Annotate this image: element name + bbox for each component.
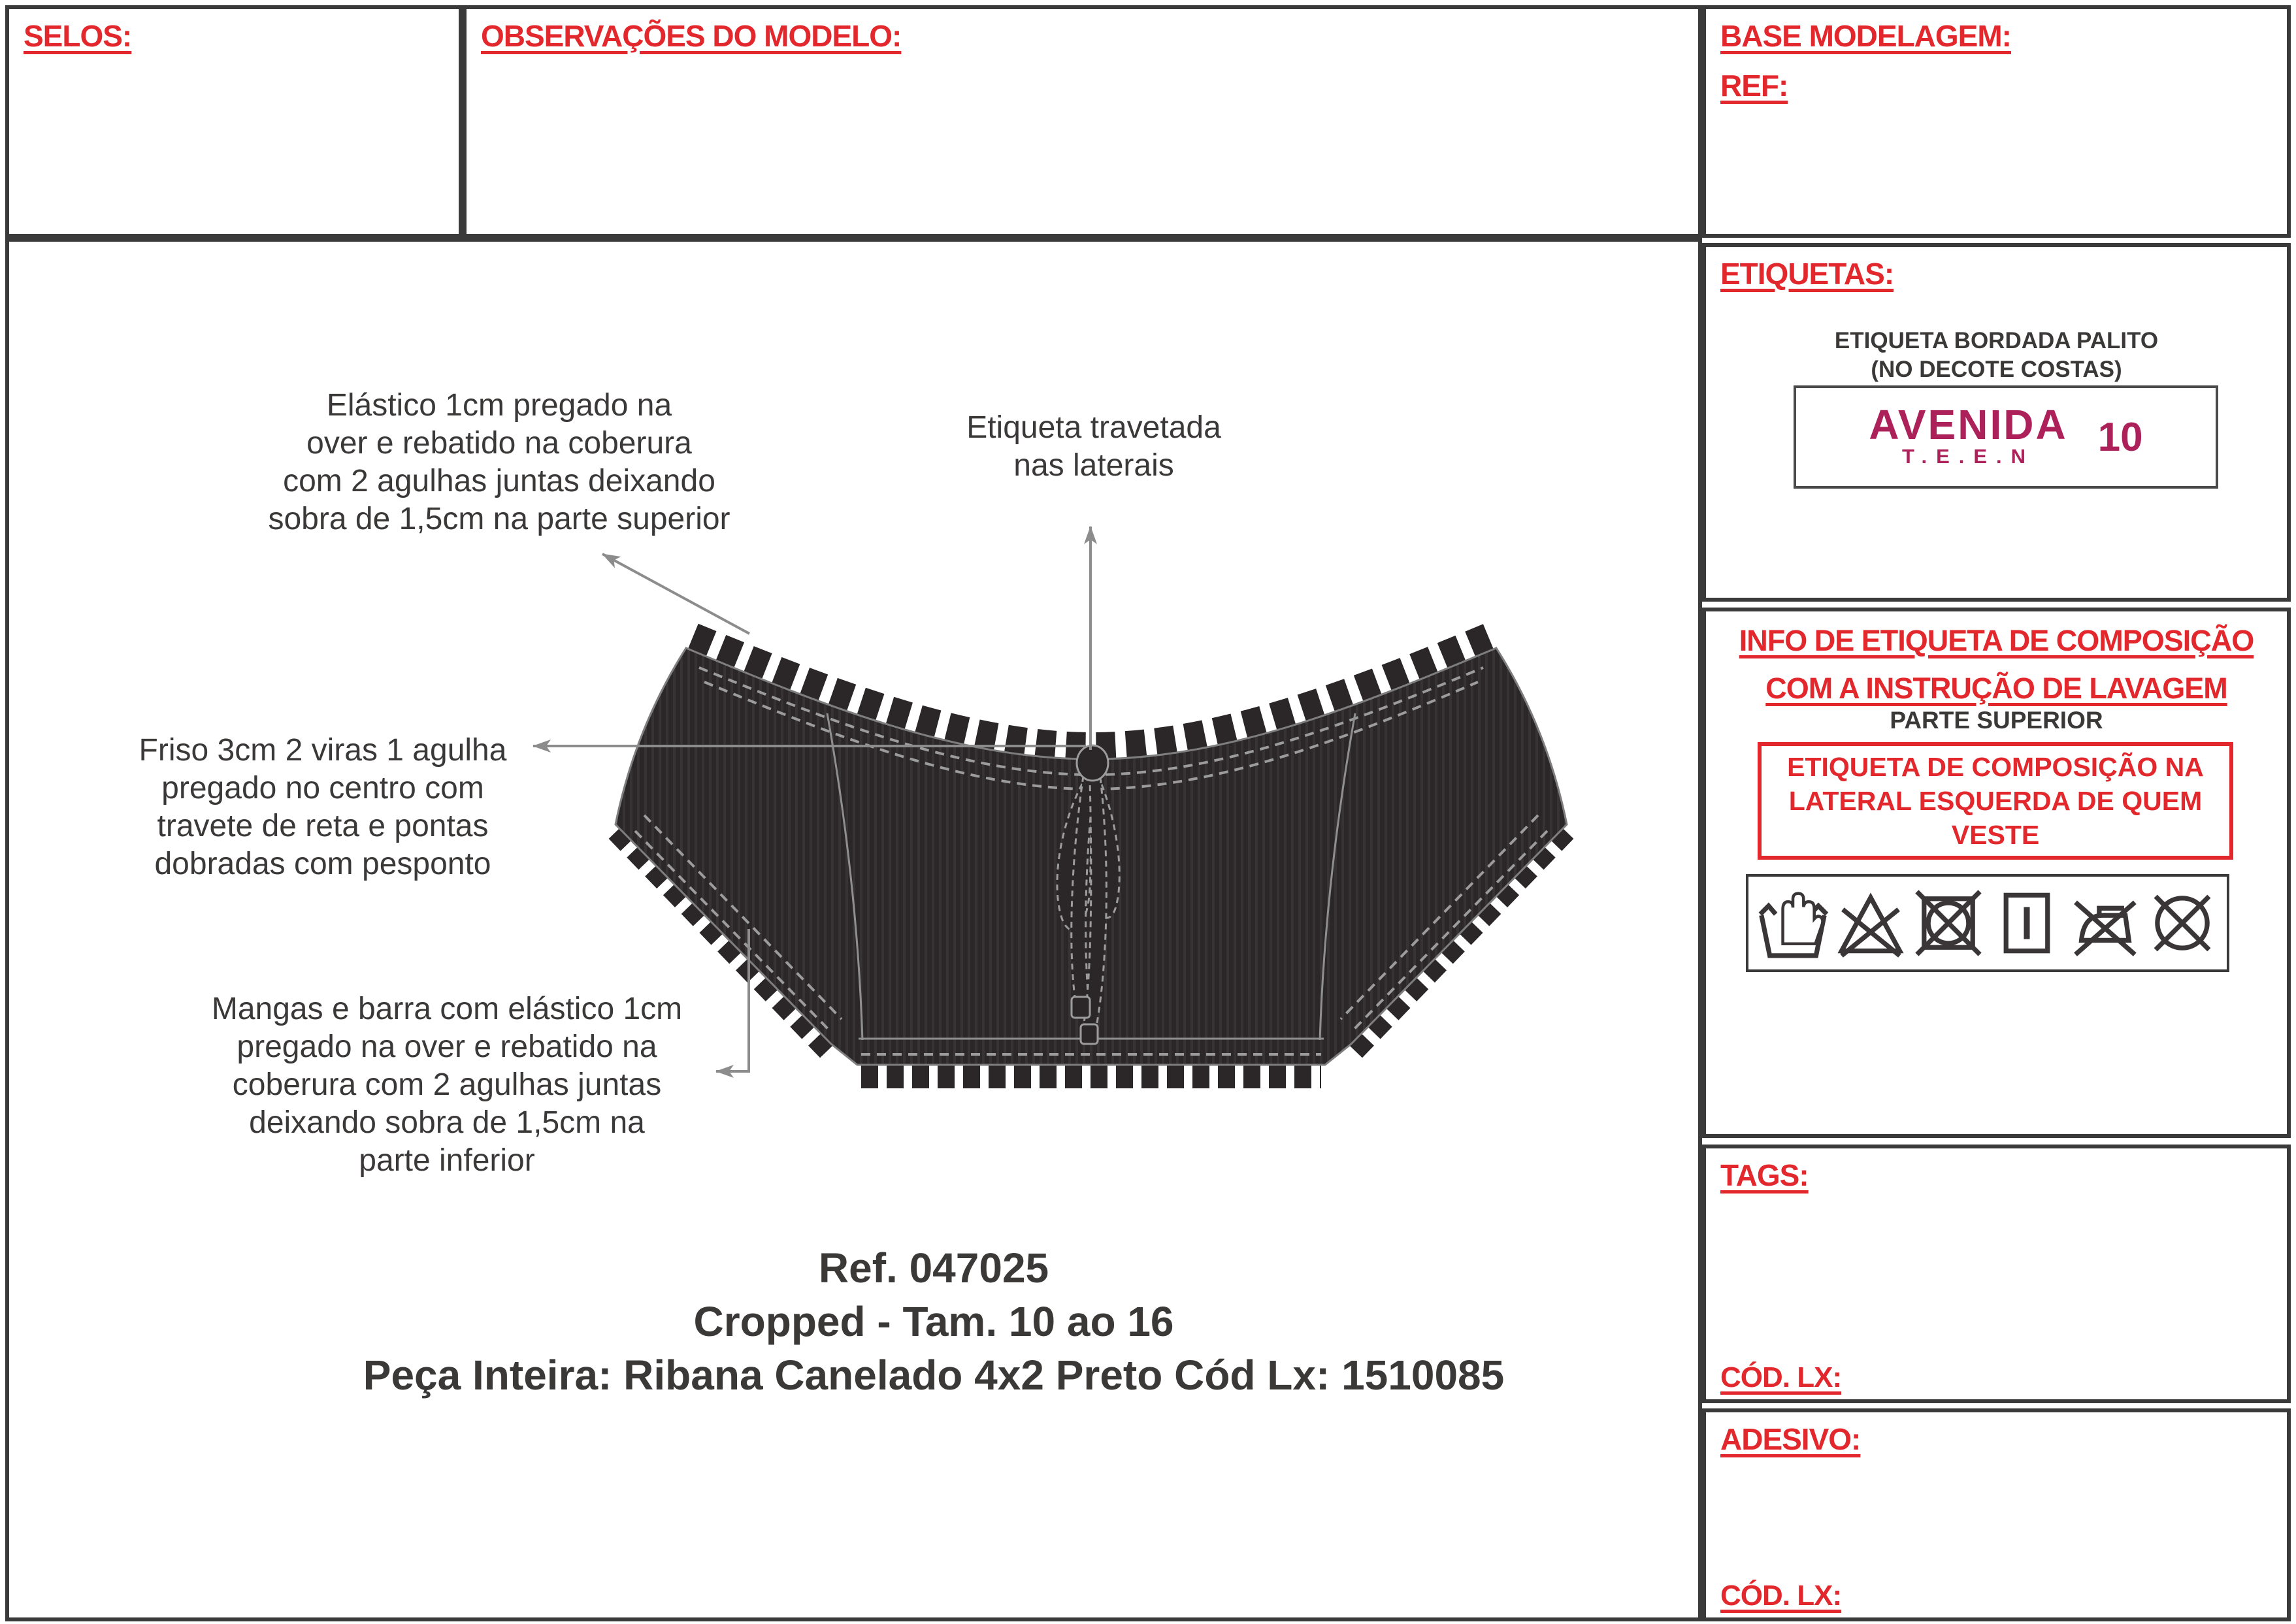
composition-notice: ETIQUETA DE COMPOSIÇÃO NA LATERAL ESQUERDA DE QUEM VESTE	[1758, 742, 2233, 860]
annotation-etiqueta-travetada: Etiqueta travetada nas laterais	[966, 410, 1221, 483]
info-composicao-box	[1702, 608, 2291, 1138]
reference-fabric: Peça Inteira: Ribana Canelado 4x2 Preto Cód Lx: 1510085	[363, 1352, 1505, 1399]
ref-title: REF:	[1720, 69, 1788, 103]
brand-size: 10	[2097, 414, 2143, 460]
do-not-bleach-icon	[1832, 881, 1909, 965]
reference-block	[107, 1241, 1760, 1402]
selos-title: SELOS:	[24, 19, 132, 53]
etiquetas-box	[1702, 243, 2291, 602]
etiqueta-subtitle: ETIQUETA BORDADA PALITO (NO DECOTE COSTAS)	[1834, 328, 2159, 382]
drip-dry-icon	[1988, 881, 2065, 965]
do-not-iron-icon	[2066, 881, 2143, 965]
do-not-dry-clean-icon	[2144, 881, 2221, 965]
tags-title: TAGS:	[1720, 1158, 1809, 1192]
selos-box	[5, 5, 463, 238]
adesivo-title: ADESIVO:	[1720, 1422, 1861, 1456]
info-title-line2: COM A INSTRUÇÃO DE LAVAGEM	[1765, 672, 2227, 705]
tags-cod-lx-label: CÓD. LX:	[1720, 1361, 1842, 1393]
observacoes-box	[463, 5, 1702, 238]
do-not-tumble-dry-icon	[1910, 881, 1987, 965]
brand-name: AVENIDA	[1869, 401, 2068, 448]
base-modelagem-title: BASE MODELAGEM:	[1720, 19, 2011, 53]
annotation-friso: Friso 3cm 2 viras 1 agulha pregado no centro com travete de reta e pontas dobradas com pesponto	[139, 733, 507, 881]
parte-superior-label: PARTE SUPERIOR	[1890, 707, 2103, 734]
care-symbols-strip	[1746, 874, 2229, 972]
reference-model: Cropped - Tam. 10 ao 16	[693, 1298, 1174, 1345]
annotation-elastico: Elástico 1cm pregado na over e rebatido na coberura com 2 agulhas juntas deixando sobra de 1,5cm na parte superior	[268, 388, 730, 536]
info-title-line1: INFO DE ETIQUETA DE COMPOSIÇÃO	[1739, 624, 2254, 657]
adesivo-cod-lx-label: CÓD. LX:	[1720, 1580, 1842, 1612]
annotation-mangas: Mangas e barra com elástico 1cm pregado na over e rebatido na coberura com 2 agulhas juntas deixando sobra de 1,5cm na parte inferior	[211, 992, 683, 1178]
adesivo-box	[1702, 1408, 2291, 1621]
brand-sub: T.E.E.N	[1901, 445, 2035, 468]
reference-number: Ref. 047025	[818, 1244, 1049, 1291]
observacoes-title: OBSERVAÇÕES DO MODELO:	[481, 19, 902, 53]
tags-box	[1702, 1145, 2291, 1403]
etiquetas-title: ETIQUETAS:	[1720, 257, 1894, 291]
hand-wash-icon	[1754, 881, 1831, 965]
main-drawing-area	[5, 238, 1702, 1621]
brand-label	[1794, 385, 2218, 489]
base-modelagem-box	[1702, 5, 2291, 238]
